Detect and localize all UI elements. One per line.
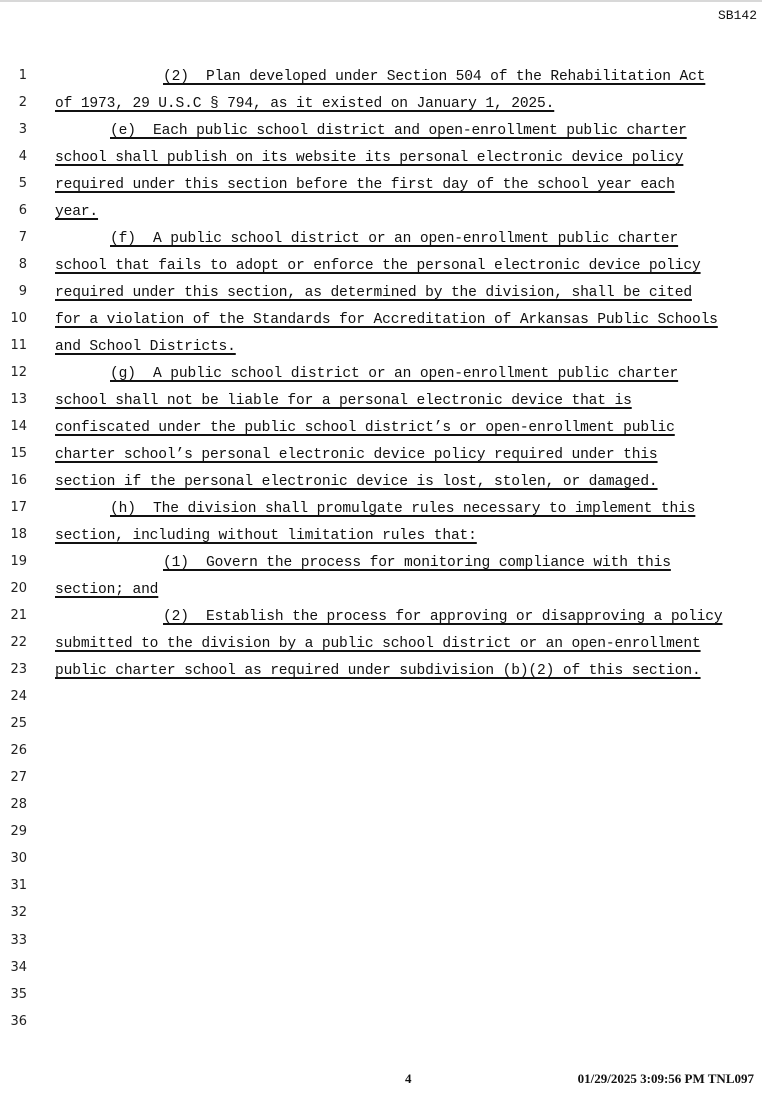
- line-number: 12: [10, 365, 27, 381]
- document-line: [0, 256, 762, 283]
- document-line: [0, 634, 762, 661]
- document-line: [0, 526, 762, 553]
- page-top-border: [0, 0, 762, 2]
- line-number: 24: [10, 689, 27, 705]
- line-text: (g) A public school district or an open-enrollment public charter: [110, 366, 679, 383]
- document-line: [0, 959, 762, 986]
- document-line: [0, 310, 762, 337]
- line-number: 36: [10, 1013, 27, 1029]
- document-line: [0, 337, 762, 364]
- document-line: [0, 661, 762, 688]
- line-number: 8: [18, 257, 27, 273]
- line-text: school that fails to adopt or enforce the personal electronic device policy: [55, 258, 701, 275]
- line-number: 5: [18, 176, 27, 192]
- line-number: 3: [18, 122, 27, 138]
- line-text: (2) Plan developed under Section 504 of the Rehabilitation Act: [163, 69, 706, 85]
- line-number: 29: [10, 824, 27, 840]
- document-line: [0, 364, 762, 391]
- document-line: [0, 67, 762, 94]
- document-line: [0, 796, 762, 823]
- line-text: submitted to the division by a public school district or an open-enrollment: [55, 636, 701, 653]
- draft-timestamp: 01/29/2025 3:09:56 PM TNL097: [577, 1071, 754, 1086]
- document-line: [0, 904, 762, 931]
- document-line: [0, 1013, 762, 1040]
- bill-id: SB142: [717, 8, 757, 23]
- document-line: [0, 472, 762, 499]
- line-number: 32: [10, 905, 27, 921]
- document-line: [0, 148, 762, 175]
- line-number: 10: [10, 311, 27, 327]
- line-text: section, including without limitation rules that:: [55, 528, 477, 545]
- line-number: 1: [18, 68, 27, 83]
- document-line: [0, 823, 762, 850]
- line-number: 22: [10, 635, 27, 651]
- document-line: [0, 715, 762, 742]
- line-number: 2: [18, 95, 27, 111]
- line-number: 4: [18, 149, 27, 165]
- line-text: for a violation of the Standards for Accreditation of Arkansas Public Schools: [55, 312, 718, 329]
- document-line: [0, 607, 762, 634]
- line-text: school shall publish on its website its personal electronic device policy: [55, 150, 684, 167]
- document-line: [0, 391, 762, 418]
- line-number: 19: [10, 554, 27, 570]
- document-line: [0, 986, 762, 1013]
- document-line: [0, 175, 762, 202]
- line-text: and School Districts.: [55, 339, 236, 356]
- line-number: 21: [10, 608, 27, 624]
- document-line: [0, 499, 762, 526]
- document-line: [0, 769, 762, 796]
- line-number: 25: [10, 716, 27, 732]
- document-line: [0, 877, 762, 904]
- line-number: 16: [10, 473, 27, 489]
- line-number: 35: [10, 986, 27, 1002]
- document-line: [0, 229, 762, 256]
- document-line: [0, 121, 762, 148]
- document-line: [0, 742, 762, 769]
- line-number: 6: [18, 203, 27, 219]
- line-text: charter school’s personal electronic device policy required under this: [55, 447, 658, 464]
- line-number: 23: [10, 662, 27, 678]
- line-text: year.: [55, 204, 99, 221]
- line-number: 20: [10, 581, 27, 597]
- line-text: (1) Govern the process for monitoring compliance with this: [163, 555, 671, 572]
- line-number: 17: [10, 500, 27, 516]
- document-line: [0, 418, 762, 445]
- line-text: section; and: [55, 582, 159, 599]
- line-text: of 1973, 29 U.S.C § 794, as it existed on January 1, 2025.: [55, 96, 555, 113]
- line-number: 28: [10, 797, 27, 813]
- line-text: required under this section, as determined by the division, shall be cited: [55, 285, 692, 302]
- document-line: [0, 932, 762, 959]
- document-line: [0, 94, 762, 121]
- page-number: 4: [405, 1071, 412, 1086]
- document-line: [0, 850, 762, 877]
- document-line: [0, 688, 762, 715]
- line-number: 11: [10, 338, 27, 354]
- line-number: 27: [10, 770, 27, 786]
- line-number: 9: [18, 284, 27, 300]
- line-number: 13: [10, 392, 27, 408]
- line-text: (2) Establish the process for approving or disapproving a policy: [163, 609, 723, 626]
- line-text: section if the personal electronic device is lost, stolen, or damaged.: [55, 474, 658, 491]
- line-number: 33: [10, 932, 27, 948]
- line-text: public charter school as required under subdivision (b)(2) of this section.: [55, 663, 701, 680]
- line-text: school shall not be liable for a personal electronic device that is: [55, 393, 632, 410]
- line-text: (e) Each public school district and open-enrollment public charter: [110, 123, 687, 140]
- line-number: 31: [10, 878, 27, 894]
- line-text: (h) The division shall promulgate rules necessary to implement this: [110, 501, 696, 518]
- line-number: 15: [10, 446, 27, 462]
- document-line: [0, 202, 762, 229]
- line-number: 14: [10, 419, 27, 435]
- line-number: 26: [10, 743, 27, 759]
- line-number: 7: [18, 230, 27, 246]
- line-text: (f) A public school district or an open-enrollment public charter: [110, 231, 679, 248]
- document-line: [0, 553, 762, 580]
- line-number: 18: [10, 527, 27, 543]
- line-text: required under this section before the first day of the school year each: [55, 177, 675, 194]
- document-line: [0, 445, 762, 472]
- line-number: 30: [10, 851, 27, 867]
- line-text: confiscated under the public school district’s or open-enrollment public: [55, 420, 675, 437]
- document-line: [0, 580, 762, 607]
- document-line: [0, 283, 762, 310]
- line-number: 34: [10, 959, 27, 975]
- numbered-lines: [0, 67, 762, 1040]
